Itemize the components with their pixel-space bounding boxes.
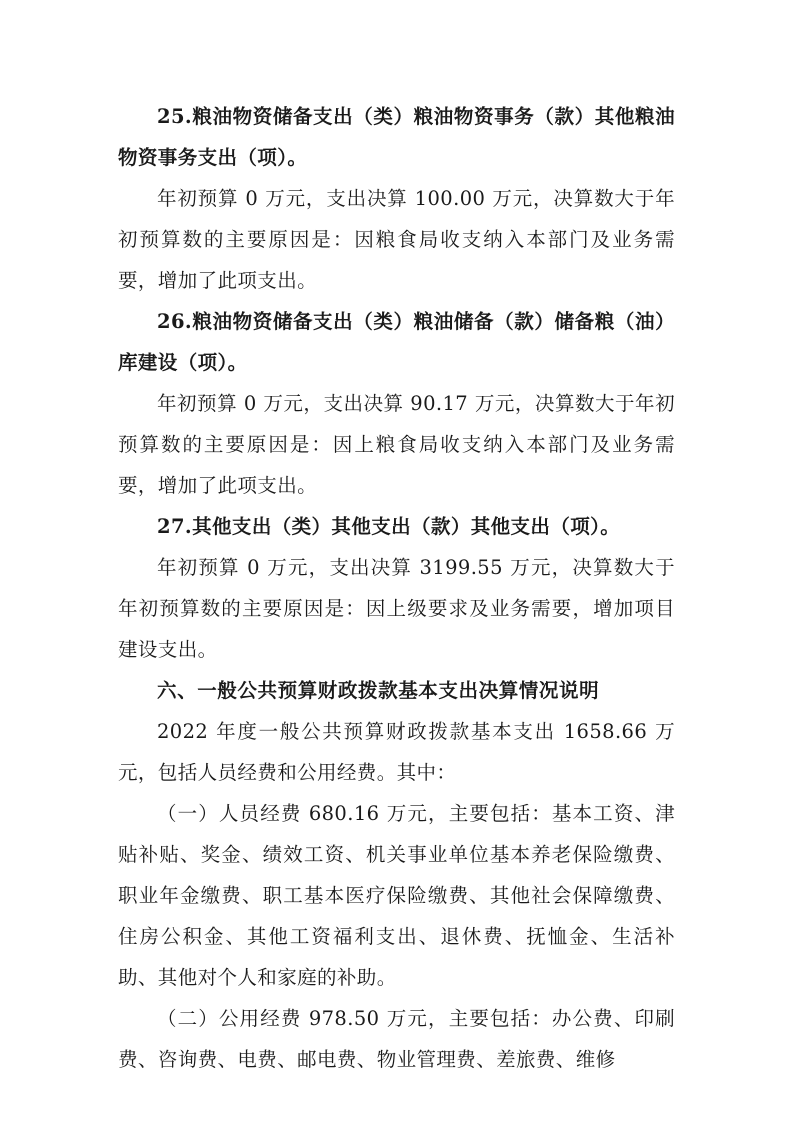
paragraph-item-26-body: 年初预算 0 万元，支出决算 90.17 万元，决算数大于年初预算数的主要原因是：因上粮食局收支纳入本部门及业务需要，增加了此项支出。	[118, 392, 675, 497]
paragraph-item-26-heading: 26.粮油物资储备支出（类）粮油储备（款）储备粮（油）库建设（项）。	[118, 310, 675, 374]
paragraph-section-six-item-2: （二）公用经费 978.50 万元，主要包括：办公费、印刷费、咨询费、电费、邮电费、物业管理费、差旅费、维修	[118, 1007, 675, 1071]
paragraph-item-25-body: 年初预算 0 万元，支出决算 100.00 万元，决算数大于年初预算数的主要原因是：因粮食局收支纳入本部门及业务需要，增加了此项支出。	[118, 187, 675, 292]
paragraph-section-six-intro: 2022 年度一般公共预算财政拨款基本支出 1658.66 万元，包括人员经费和公用经费。其中：	[118, 720, 675, 784]
paragraph-section-six-item-1: （一）人员经费 680.16 万元，主要包括：基本工资、津贴补贴、奖金、绩效工资、机关事业单位基本养老保险缴费、职业年金缴费、职工基本医疗保险缴费、其他社会保障缴费、住房公积金、其他工资福利支出、退休费、抚恤金、生活补助、其他对个人和家庭的补助。	[118, 802, 675, 989]
document-body	[118, 96, 675, 1080]
paragraph-item-27-heading: 27.其他支出（类）其他支出（款）其他支出（项）。	[157, 515, 621, 538]
section-heading-six: 六、一般公共预算财政拨款基本支出决算情况说明	[157, 679, 600, 702]
paragraph-item-27-body: 年初预算 0 万元，支出决算 3199.55 万元，决算数大于年初预算数的主要原因是：因上级要求及业务需要，增加项目建设支出。	[118, 556, 675, 661]
paragraph-item-25-heading: 25.粮油物资储备支出（类）粮油物资事务（款）其他粮油物资事务支出（项）。	[118, 105, 675, 169]
